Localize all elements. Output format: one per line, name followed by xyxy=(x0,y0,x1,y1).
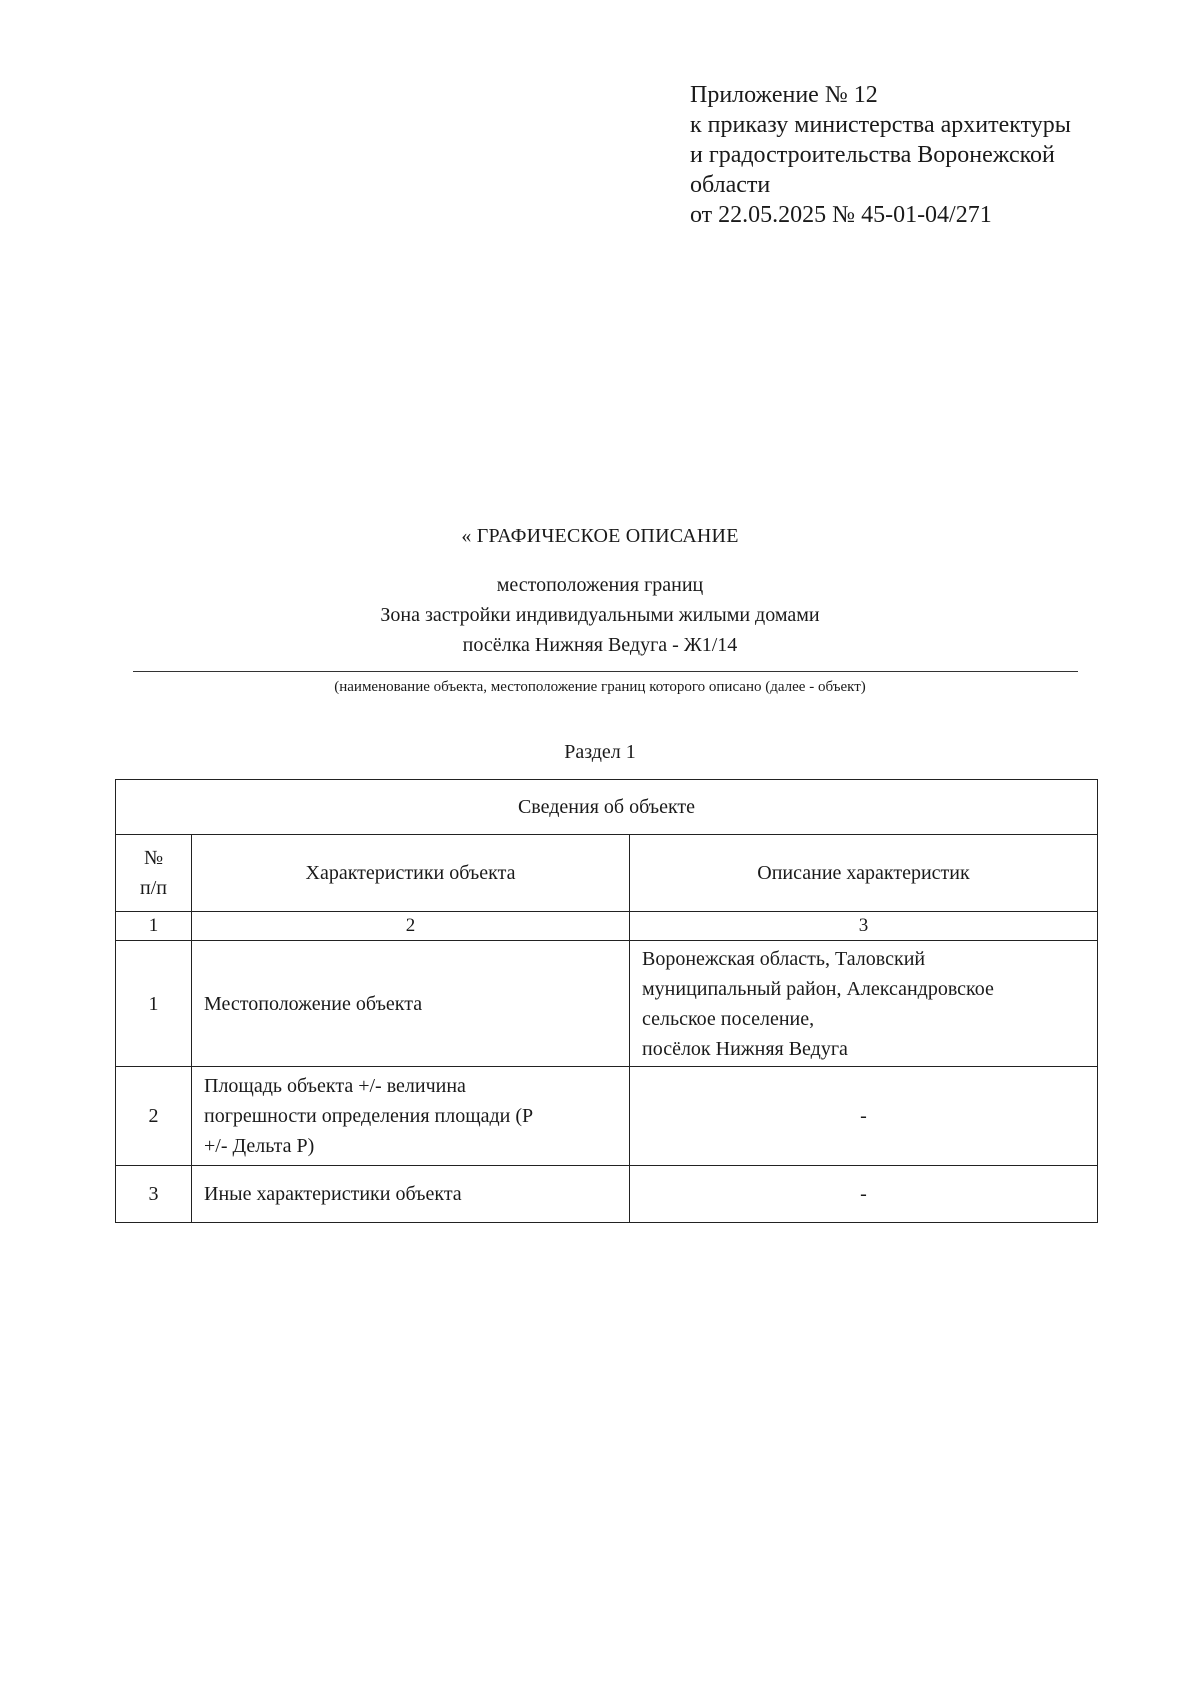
subtitle-line: местоположения границ xyxy=(496,574,704,596)
description-line: сельское поселение, xyxy=(642,1007,815,1030)
subtitle-line: Зона застройки индивидуальными жилыми домами xyxy=(380,604,820,626)
table-header-row xyxy=(116,835,1098,912)
header-characteristic: Характеристики объекта xyxy=(192,835,630,912)
appendix-header-line: и градостроительства Воронежской xyxy=(690,142,1055,168)
column-number-row xyxy=(116,912,1098,941)
row-num: 1 xyxy=(116,941,192,1067)
header-num-line: п/п xyxy=(140,877,167,899)
underline-rule xyxy=(133,671,1078,672)
appendix-header-line: к приказу министерства архитектуры xyxy=(690,112,1071,138)
column-number: 1 xyxy=(116,912,192,941)
row-num: 3 xyxy=(116,1166,192,1223)
characteristic-line: Площадь объекта +/- величина xyxy=(204,1075,466,1097)
appendix-header-line: от 22.05.2025 № 45-01-04/271 xyxy=(690,202,992,228)
row-description xyxy=(630,941,1098,1067)
object-info-table xyxy=(115,779,1098,1223)
document-subtitle xyxy=(0,570,1200,660)
row-characteristic: Иные характеристики объекта xyxy=(192,1166,630,1223)
column-number: 2 xyxy=(192,912,630,941)
table-row xyxy=(116,1166,1098,1223)
description-line: посёлок Нижняя Ведуга xyxy=(642,1037,848,1060)
description-line: Воронежская область, Таловский xyxy=(642,947,926,970)
table-row xyxy=(116,1067,1098,1166)
description-line: муниципальный район, Александровское xyxy=(642,977,994,1000)
column-number: 3 xyxy=(630,912,1098,941)
characteristic-line: +/- Дельта Р) xyxy=(204,1135,315,1157)
appendix-header-line: Приложение № 12 xyxy=(690,82,878,108)
header-description: Описание характеристик xyxy=(630,835,1098,912)
appendix-header xyxy=(690,80,1170,230)
table-title: Сведения об объекте xyxy=(116,780,1098,835)
rule-caption: (наименование объекта, местоположение границ которого описано (далее - объект) xyxy=(334,679,866,695)
header-num-line: № xyxy=(143,847,164,869)
row-characteristic xyxy=(192,1067,630,1166)
header-num xyxy=(116,835,192,912)
table-title-row xyxy=(116,780,1098,835)
characteristic-line: погрешности определения площади (Р xyxy=(204,1105,534,1127)
document-title: « ГРАФИЧЕСКОЕ ОПИСАНИЕ xyxy=(461,525,739,547)
appendix-header-line: области xyxy=(690,172,771,198)
row-description: - xyxy=(630,1067,1098,1166)
table-row xyxy=(116,941,1098,1067)
section-heading: Раздел 1 xyxy=(564,741,636,763)
subtitle-line: посёлка Нижняя Ведуга - Ж1/14 xyxy=(462,634,738,656)
row-characteristic: Местоположение объекта xyxy=(192,941,630,1067)
row-description: - xyxy=(630,1166,1098,1223)
row-num: 2 xyxy=(116,1067,192,1166)
